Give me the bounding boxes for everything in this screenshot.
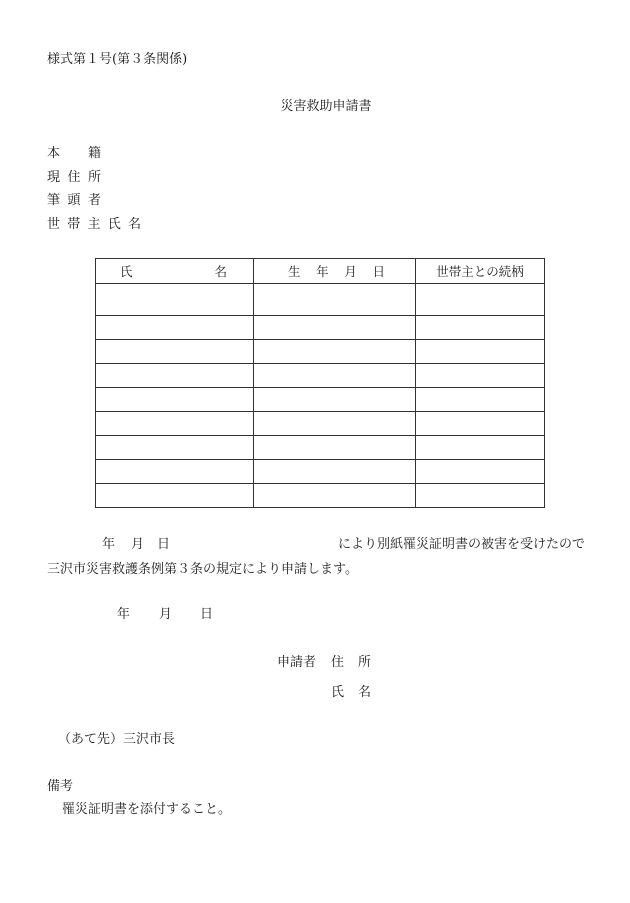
- field-setainushi-label: 世 帯 主 氏 名: [47, 217, 141, 232]
- header-name: 氏 名: [96, 259, 254, 284]
- name-cell[interactable]: [96, 340, 254, 364]
- disaster-date-month: 月: [131, 537, 145, 552]
- table-row: [96, 284, 545, 316]
- relation-cell[interactable]: [416, 460, 545, 484]
- notes-text: 罹災証明書を添付すること。: [62, 802, 232, 817]
- document-title: 災害救助申請書: [280, 99, 372, 114]
- relation-cell[interactable]: [416, 484, 545, 508]
- relation-cell[interactable]: [416, 436, 545, 460]
- table-row: [96, 340, 545, 364]
- name-cell[interactable]: [96, 436, 254, 460]
- table-header-row: [96, 259, 545, 284]
- field-hittosha-label: 筆 頭 者: [47, 193, 101, 208]
- relation-cell[interactable]: [416, 364, 545, 388]
- name-cell[interactable]: [96, 388, 254, 412]
- birthdate-cell[interactable]: [254, 436, 416, 460]
- relation-cell[interactable]: [416, 388, 545, 412]
- applicant-label: 申請者: [277, 655, 317, 670]
- table-row: [96, 484, 545, 508]
- birthdate-cell[interactable]: [254, 316, 416, 340]
- relation-cell[interactable]: [416, 340, 545, 364]
- birthdate-cell[interactable]: [254, 484, 416, 508]
- body-line-1: により別紙罹災証明書の被害を受けたので: [338, 537, 586, 552]
- relation-cell[interactable]: [416, 316, 545, 340]
- name-cell[interactable]: [96, 284, 254, 316]
- table-row: [96, 412, 545, 436]
- submit-date-day: 日: [200, 607, 214, 622]
- applicant-name-label: 氏 名: [331, 685, 371, 700]
- header-birthdate: 生 年 月 日: [254, 259, 416, 284]
- addressee: （あて先）三沢市長: [58, 732, 176, 747]
- submit-date-year: 年: [117, 607, 131, 622]
- disaster-date-year: 年: [102, 537, 116, 552]
- table-row: [96, 436, 545, 460]
- birthdate-cell[interactable]: [254, 388, 416, 412]
- submit-date-month: 月: [159, 607, 173, 622]
- name-cell[interactable]: [96, 460, 254, 484]
- applicant-address-label: 住 所: [331, 655, 371, 670]
- name-cell[interactable]: [96, 484, 254, 508]
- table-row: [96, 316, 545, 340]
- body-line-2: 三沢市災害救護条例第３条の規定により申請します。: [47, 562, 358, 577]
- form-number: 様式第１号(第３条関係): [47, 52, 188, 67]
- disaster-date-day: 日: [157, 537, 171, 552]
- household-members-table: [95, 258, 545, 508]
- header-relation: 世帯主との続柄: [416, 259, 545, 284]
- notes-heading: 備考: [47, 779, 74, 794]
- table-row: [96, 460, 545, 484]
- table-row: [96, 388, 545, 412]
- birthdate-cell[interactable]: [254, 340, 416, 364]
- birthdate-cell[interactable]: [254, 460, 416, 484]
- relation-cell[interactable]: [416, 284, 545, 316]
- birthdate-cell[interactable]: [254, 284, 416, 316]
- table-row: [96, 364, 545, 388]
- birthdate-cell[interactable]: [254, 412, 416, 436]
- birthdate-cell[interactable]: [254, 364, 416, 388]
- field-genjusho-label: 現 住 所: [47, 170, 101, 185]
- relation-cell[interactable]: [416, 412, 545, 436]
- field-honseki-label: 本 籍: [47, 146, 101, 161]
- name-cell[interactable]: [96, 364, 254, 388]
- name-cell[interactable]: [96, 412, 254, 436]
- name-cell[interactable]: [96, 316, 254, 340]
